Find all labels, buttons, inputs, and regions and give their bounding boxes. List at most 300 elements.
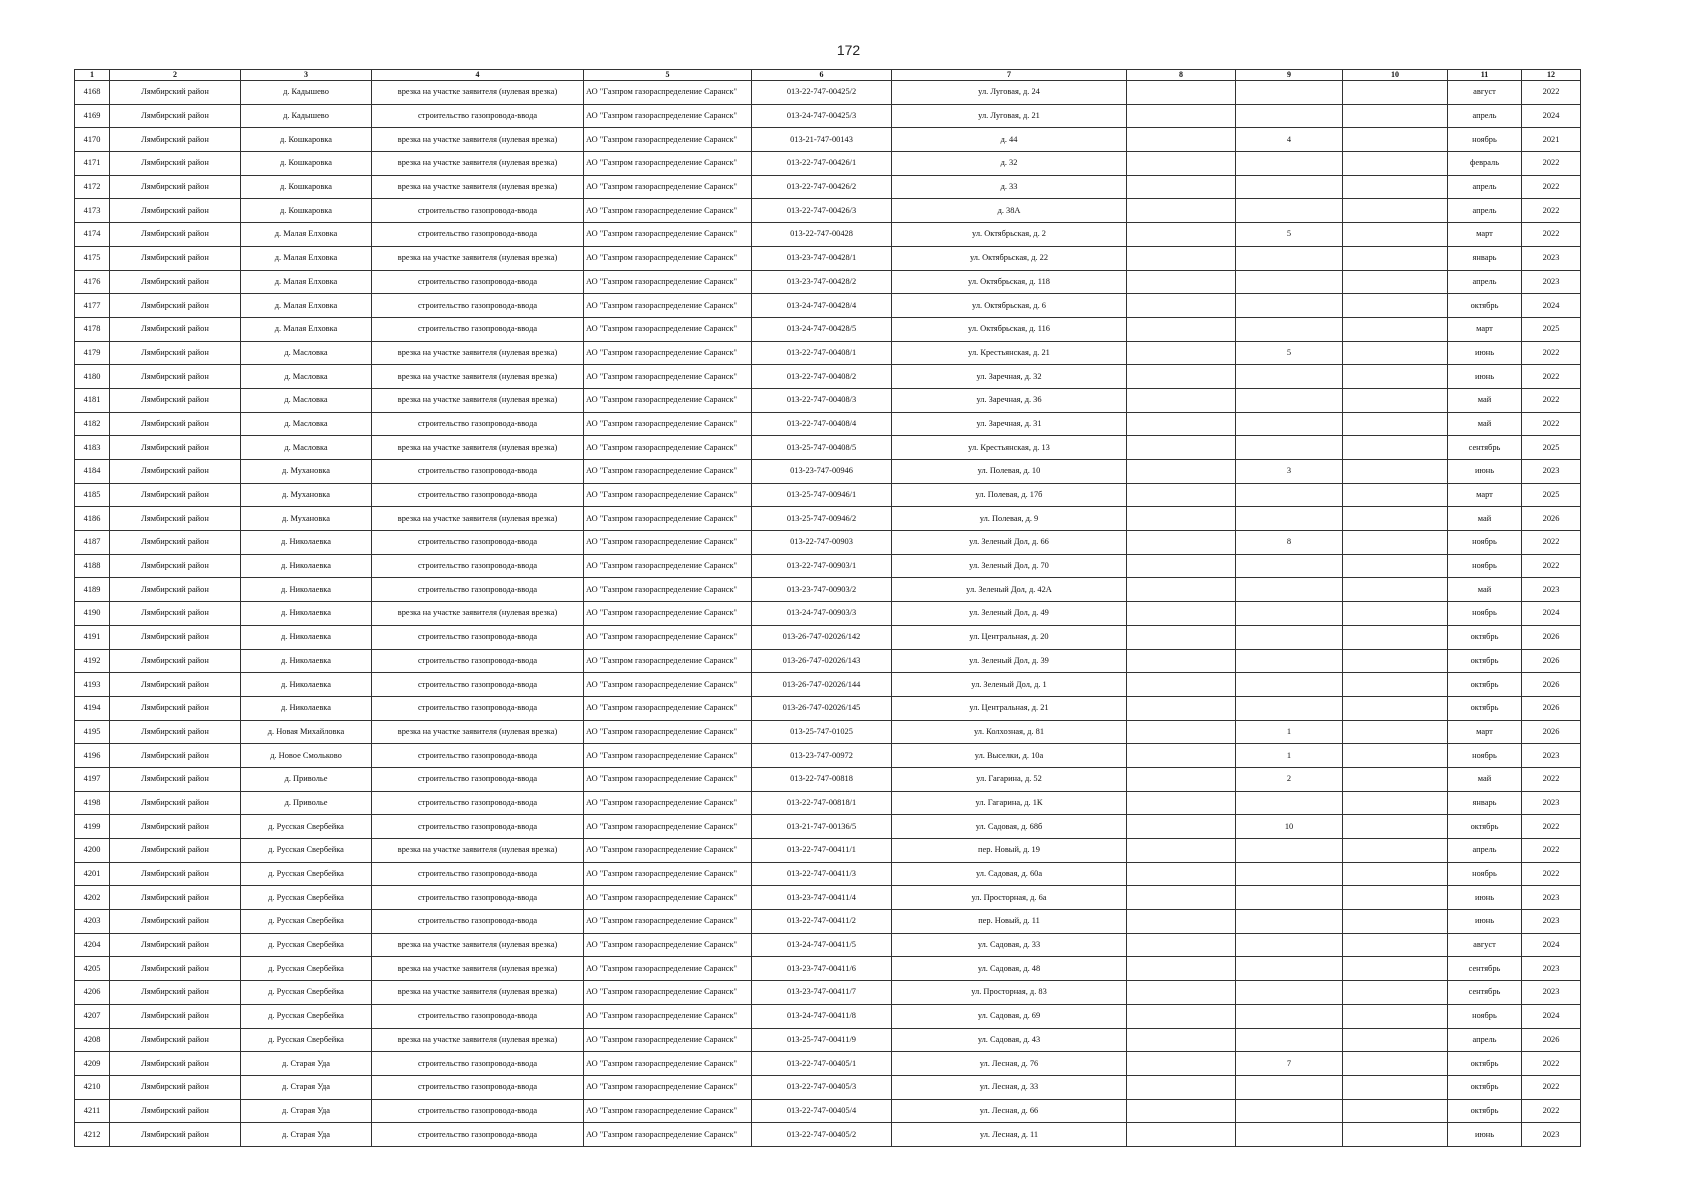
row-number-cell: 4207 [75,1004,110,1028]
month-cell: март [1448,317,1522,341]
month-cell: сентябрь [1448,957,1522,981]
col9-cell: 5 [1236,341,1343,365]
month-cell: ноябрь [1448,531,1522,555]
row-number-cell: 4201 [75,862,110,886]
address-cell: ул. Садовая, д. 60а [892,862,1127,886]
address-cell: ул. Садовая, д. 43 [892,1028,1127,1052]
district-cell: Лямбирский район [110,483,241,507]
col8-cell [1127,436,1236,460]
col8-cell [1127,720,1236,744]
month-cell: октябрь [1448,1052,1522,1076]
address-cell: ул. Октябрьская, д. 118 [892,270,1127,294]
address-cell: ул. Садовая, д. 33 [892,933,1127,957]
col8-cell [1127,199,1236,223]
application-number-cell: 013-22-747-00411/1 [752,839,892,863]
organization-cell: АО "Газпром газораспределение Саранск" [584,602,752,626]
row-number-cell: 4209 [75,1052,110,1076]
address-cell: ул. Центральная, д. 21 [892,696,1127,720]
col8-cell [1127,767,1236,791]
col8-cell [1127,862,1236,886]
application-number-cell: 013-24-747-00428/4 [752,294,892,318]
application-number-cell: 013-24-747-00903/3 [752,602,892,626]
month-cell: октябрь [1448,294,1522,318]
col10-cell [1343,223,1448,247]
settlement-cell: д. Масловка [241,436,372,460]
col10-cell [1343,981,1448,1005]
table-row [75,483,1581,507]
month-cell: февраль [1448,152,1522,176]
row-number-cell: 4205 [75,957,110,981]
col10-cell [1343,910,1448,934]
row-number-cell: 4187 [75,531,110,555]
organization-cell: АО "Газпром газораспределение Саранск" [584,294,752,318]
row-number-cell: 4178 [75,317,110,341]
organization-cell: АО "Газпром газораспределение Саранск" [584,270,752,294]
col10-cell [1343,507,1448,531]
district-cell: Лямбирский район [110,436,241,460]
settlement-cell: д. Малая Елховка [241,223,372,247]
month-cell: апрель [1448,199,1522,223]
work-type-cell: врезка на участке заявителя (нулевая врезка) [372,365,584,389]
table-row [75,270,1581,294]
work-type-cell: строительство газопровода-ввода [372,1123,584,1147]
table-row [75,128,1581,152]
district-cell: Лямбирский район [110,815,241,839]
col9-cell: 3 [1236,460,1343,484]
year-cell: 2022 [1522,554,1581,578]
row-number-cell: 4196 [75,744,110,768]
year-cell: 2022 [1522,199,1581,223]
row-number-cell: 4198 [75,791,110,815]
table-row [75,317,1581,341]
row-number-cell: 4182 [75,412,110,436]
col10-cell [1343,696,1448,720]
address-cell: ул. Колхозная, д. 81 [892,720,1127,744]
work-type-cell: строительство газопровода-ввода [372,223,584,247]
row-number-cell: 4194 [75,696,110,720]
district-cell: Лямбирский район [110,507,241,531]
district-cell: Лямбирский район [110,1028,241,1052]
table-row [75,152,1581,176]
application-number-cell: 013-22-747-00408/4 [752,412,892,436]
application-number-cell: 013-22-747-00411/3 [752,862,892,886]
organization-cell: АО "Газпром газораспределение Саранск" [584,720,752,744]
district-cell: Лямбирский район [110,744,241,768]
row-number-cell: 4210 [75,1075,110,1099]
address-cell: ул. Просторная, д. 83 [892,981,1127,1005]
col8-cell [1127,744,1236,768]
year-cell: 2024 [1522,1004,1581,1028]
column-header: 5 [584,70,752,81]
application-number-cell: 013-22-747-00405/2 [752,1123,892,1147]
organization-cell: АО "Газпром газораспределение Саранск" [584,412,752,436]
col9-cell: 10 [1236,815,1343,839]
settlement-cell: д. Николаевка [241,696,372,720]
address-cell: ул. Центральная, д. 20 [892,625,1127,649]
work-type-cell: строительство газопровода-ввода [372,791,584,815]
settlement-cell: д. Русская Свербейка [241,886,372,910]
col10-cell [1343,246,1448,270]
table-row [75,365,1581,389]
row-number-cell: 4171 [75,152,110,176]
col9-cell [1236,412,1343,436]
year-cell: 2026 [1522,1028,1581,1052]
work-type-cell: строительство газопровода-ввода [372,1075,584,1099]
col10-cell [1343,388,1448,412]
year-cell: 2022 [1522,1075,1581,1099]
application-number-cell: 013-24-747-00425/3 [752,104,892,128]
settlement-cell: д. Приволье [241,767,372,791]
year-cell: 2023 [1522,460,1581,484]
table-row [75,199,1581,223]
work-type-cell: строительство газопровода-ввода [372,1099,584,1123]
row-number-cell: 4173 [75,199,110,223]
col9-cell [1236,388,1343,412]
col9-cell [1236,957,1343,981]
settlement-cell: д. Масловка [241,365,372,389]
organization-cell: АО "Газпром газораспределение Саранск" [584,578,752,602]
year-cell: 2026 [1522,507,1581,531]
address-cell: ул. Заречная, д. 32 [892,365,1127,389]
table-row [75,673,1581,697]
table-row [75,791,1581,815]
month-cell: май [1448,767,1522,791]
district-cell: Лямбирский район [110,104,241,128]
col9-cell: 8 [1236,531,1343,555]
settlement-cell: д. Русская Свербейка [241,862,372,886]
address-cell: ул. Гагарина, д. 52 [892,767,1127,791]
organization-cell: АО "Газпром газораспределение Саранск" [584,460,752,484]
year-cell: 2023 [1522,578,1581,602]
month-cell: май [1448,388,1522,412]
col9-cell [1236,673,1343,697]
col9-cell [1236,886,1343,910]
table-row [75,81,1581,105]
row-number-cell: 4168 [75,81,110,105]
address-cell: д. 38А [892,199,1127,223]
organization-cell: АО "Газпром газораспределение Саранск" [584,767,752,791]
col8-cell [1127,578,1236,602]
address-cell: ул. Зеленый Дол, д. 66 [892,531,1127,555]
table-row [75,933,1581,957]
work-type-cell: строительство газопровода-ввода [372,554,584,578]
table-row [75,554,1581,578]
settlement-cell: д. Старая Уда [241,1052,372,1076]
address-cell: ул. Луговая, д. 21 [892,104,1127,128]
row-number-cell: 4185 [75,483,110,507]
table-body [75,81,1581,1147]
settlement-cell: д. Масловка [241,412,372,436]
settlement-cell: д. Кошкаровка [241,128,372,152]
organization-cell: АО "Газпром газораспределение Саранск" [584,791,752,815]
application-number-cell: 013-23-747-00411/7 [752,981,892,1005]
application-number-cell: 013-25-747-00946/2 [752,507,892,531]
col9-cell [1236,578,1343,602]
district-cell: Лямбирский район [110,270,241,294]
address-cell: ул. Заречная, д. 36 [892,388,1127,412]
col9-cell [1236,152,1343,176]
district-cell: Лямбирский район [110,720,241,744]
work-type-cell: врезка на участке заявителя (нулевая врезка) [372,839,584,863]
settlement-cell: д. Русская Свербейка [241,933,372,957]
settlement-cell: д. Мухановка [241,460,372,484]
settlement-cell: д. Кадышево [241,104,372,128]
address-cell: ул. Крестьянская, д. 13 [892,436,1127,460]
district-cell: Лямбирский район [110,1052,241,1076]
col8-cell [1127,886,1236,910]
organization-cell: АО "Газпром газораспределение Саранск" [584,223,752,247]
col9-cell: 1 [1236,720,1343,744]
column-header: 10 [1343,70,1448,81]
work-type-cell: строительство газопровода-ввода [372,460,584,484]
district-cell: Лямбирский район [110,223,241,247]
work-type-cell: врезка на участке заявителя (нулевая врезка) [372,128,584,152]
year-cell: 2022 [1522,152,1581,176]
settlement-cell: д. Приволье [241,791,372,815]
address-cell: ул. Полевая, д. 9 [892,507,1127,531]
address-cell: ул. Зеленый Дол, д. 39 [892,649,1127,673]
address-cell: ул. Зеленый Дол, д. 70 [892,554,1127,578]
col9-cell [1236,1123,1343,1147]
col10-cell [1343,270,1448,294]
application-number-cell: 013-23-747-00428/1 [752,246,892,270]
month-cell: ноябрь [1448,862,1522,886]
col9-cell [1236,483,1343,507]
settlement-cell: д. Русская Свербейка [241,910,372,934]
application-number-cell: 013-22-747-00818 [752,767,892,791]
col9-cell [1236,625,1343,649]
district-cell: Лямбирский район [110,175,241,199]
table-row [75,294,1581,318]
column-header: 8 [1127,70,1236,81]
col10-cell [1343,578,1448,602]
row-number-cell: 4184 [75,460,110,484]
settlement-cell: д. Русская Свербейка [241,981,372,1005]
row-number-cell: 4188 [75,554,110,578]
work-type-cell: врезка на участке заявителя (нулевая врезка) [372,602,584,626]
column-header: 9 [1236,70,1343,81]
application-number-cell: 013-23-747-00972 [752,744,892,768]
col10-cell [1343,365,1448,389]
year-cell: 2022 [1522,223,1581,247]
col9-cell [1236,365,1343,389]
work-type-cell: врезка на участке заявителя (нулевая врезка) [372,436,584,460]
year-cell: 2024 [1522,602,1581,626]
work-type-cell: строительство газопровода-ввода [372,673,584,697]
settlement-cell: д. Русская Свербейка [241,815,372,839]
col8-cell [1127,175,1236,199]
application-number-cell: 013-22-747-00408/1 [752,341,892,365]
col9-cell: 2 [1236,767,1343,791]
application-number-cell: 013-26-747-02026/145 [752,696,892,720]
address-cell: ул. Полевая, д. 17б [892,483,1127,507]
district-cell: Лямбирский район [110,839,241,863]
row-number-cell: 4191 [75,625,110,649]
col10-cell [1343,460,1448,484]
month-cell: апрель [1448,839,1522,863]
row-number-cell: 4193 [75,673,110,697]
district-cell: Лямбирский район [110,649,241,673]
col9-cell: 4 [1236,128,1343,152]
work-type-cell: строительство газопровода-ввода [372,886,584,910]
col8-cell [1127,104,1236,128]
year-cell: 2022 [1522,341,1581,365]
address-cell: ул. Октябрьская, д. 6 [892,294,1127,318]
application-number-cell: 013-22-747-00405/4 [752,1099,892,1123]
work-type-cell: строительство газопровода-ввода [372,1052,584,1076]
address-cell: ул. Выселки, д. 10а [892,744,1127,768]
col10-cell [1343,815,1448,839]
col10-cell [1343,1052,1448,1076]
application-number-cell: 013-22-747-00818/1 [752,791,892,815]
address-cell: ул. Садовая, д. 48 [892,957,1127,981]
settlement-cell: д. Кошкаровка [241,199,372,223]
table-row [75,1028,1581,1052]
col8-cell [1127,531,1236,555]
row-number-cell: 4175 [75,246,110,270]
settlement-cell: д. Малая Елховка [241,270,372,294]
address-cell: ул. Зеленый Дол, д. 1 [892,673,1127,697]
col10-cell [1343,412,1448,436]
col8-cell [1127,81,1236,105]
settlement-cell: д. Кошкаровка [241,175,372,199]
settlement-cell: д. Малая Елховка [241,246,372,270]
col8-cell [1127,839,1236,863]
address-cell: ул. Лесная, д. 66 [892,1099,1127,1123]
organization-cell: АО "Газпром газораспределение Саранск" [584,341,752,365]
col8-cell [1127,602,1236,626]
organization-cell: АО "Газпром газораспределение Саранск" [584,1028,752,1052]
col8-cell [1127,649,1236,673]
work-type-cell: врезка на участке заявителя (нулевая врезка) [372,246,584,270]
organization-cell: АО "Газпром газораспределение Саранск" [584,815,752,839]
settlement-cell: д. Кошкаровка [241,152,372,176]
col9-cell [1236,1099,1343,1123]
col10-cell [1343,886,1448,910]
organization-cell: АО "Газпром газораспределение Саранск" [584,365,752,389]
table-row [75,696,1581,720]
table-row [75,1052,1581,1076]
col10-cell [1343,175,1448,199]
organization-cell: АО "Газпром газораспределение Саранск" [584,128,752,152]
district-cell: Лямбирский район [110,412,241,436]
month-cell: сентябрь [1448,981,1522,1005]
settlement-cell: д. Николаевка [241,531,372,555]
settlement-cell: д. Русская Свербейка [241,839,372,863]
work-type-cell: строительство газопровода-ввода [372,910,584,934]
row-number-cell: 4204 [75,933,110,957]
table-row [75,578,1581,602]
organization-cell: АО "Газпром газораспределение Саранск" [584,317,752,341]
year-cell: 2022 [1522,1099,1581,1123]
work-type-cell: врезка на участке заявителя (нулевая врезка) [372,341,584,365]
row-number-cell: 4203 [75,910,110,934]
col8-cell [1127,412,1236,436]
application-number-cell: 013-22-747-00903 [752,531,892,555]
table-row [75,767,1581,791]
month-cell: август [1448,933,1522,957]
col10-cell [1343,531,1448,555]
col10-cell [1343,602,1448,626]
year-cell: 2026 [1522,673,1581,697]
month-cell: март [1448,483,1522,507]
col9-cell [1236,791,1343,815]
col10-cell [1343,1075,1448,1099]
work-type-cell: строительство газопровода-ввода [372,578,584,602]
month-cell: апрель [1448,270,1522,294]
data-table [74,69,1581,1147]
district-cell: Лямбирский район [110,365,241,389]
month-cell: июнь [1448,365,1522,389]
month-cell: июнь [1448,460,1522,484]
month-cell: ноябрь [1448,602,1522,626]
table-row [75,341,1581,365]
application-number-cell: 013-22-747-00405/3 [752,1075,892,1099]
address-cell: д. 32 [892,152,1127,176]
row-number-cell: 4169 [75,104,110,128]
month-cell: май [1448,507,1522,531]
work-type-cell: строительство газопровода-ввода [372,767,584,791]
year-cell: 2021 [1522,128,1581,152]
work-type-cell: строительство газопровода-ввода [372,696,584,720]
work-type-cell: строительство газопровода-ввода [372,744,584,768]
year-cell: 2026 [1522,649,1581,673]
organization-cell: АО "Газпром газораспределение Саранск" [584,436,752,460]
month-cell: июнь [1448,341,1522,365]
col9-cell [1236,1028,1343,1052]
work-type-cell: врезка на участке заявителя (нулевая врезка) [372,81,584,105]
district-cell: Лямбирский район [110,862,241,886]
district-cell: Лямбирский район [110,294,241,318]
row-number-cell: 4180 [75,365,110,389]
table-row [75,1075,1581,1099]
year-cell: 2026 [1522,625,1581,649]
settlement-cell: д. Старая Уда [241,1099,372,1123]
row-number-cell: 4186 [75,507,110,531]
col10-cell [1343,933,1448,957]
col9-cell [1236,839,1343,863]
month-cell: январь [1448,791,1522,815]
work-type-cell: врезка на участке заявителя (нулевая врезка) [372,933,584,957]
table-row [75,436,1581,460]
organization-cell: АО "Газпром газораспределение Саранск" [584,933,752,957]
col9-cell: 7 [1236,1052,1343,1076]
month-cell: август [1448,81,1522,105]
address-cell: д. 44 [892,128,1127,152]
organization-cell: АО "Газпром газораспределение Саранск" [584,1099,752,1123]
table-row [75,531,1581,555]
month-cell: сентябрь [1448,436,1522,460]
settlement-cell: д. Мухановка [241,507,372,531]
col10-cell [1343,1099,1448,1123]
district-cell: Лямбирский район [110,933,241,957]
col9-cell [1236,910,1343,934]
col10-cell [1343,128,1448,152]
year-cell: 2023 [1522,957,1581,981]
col8-cell [1127,815,1236,839]
application-number-cell: 013-22-747-00408/2 [752,365,892,389]
organization-cell: АО "Газпром газораспределение Саранск" [584,910,752,934]
col10-cell [1343,104,1448,128]
col10-cell [1343,673,1448,697]
application-number-cell: 013-23-747-00946 [752,460,892,484]
col10-cell [1343,341,1448,365]
table-row [75,910,1581,934]
district-cell: Лямбирский район [110,981,241,1005]
col8-cell [1127,1099,1236,1123]
col9-cell [1236,862,1343,886]
address-cell: ул. Зеленый Дол, д. 49 [892,602,1127,626]
